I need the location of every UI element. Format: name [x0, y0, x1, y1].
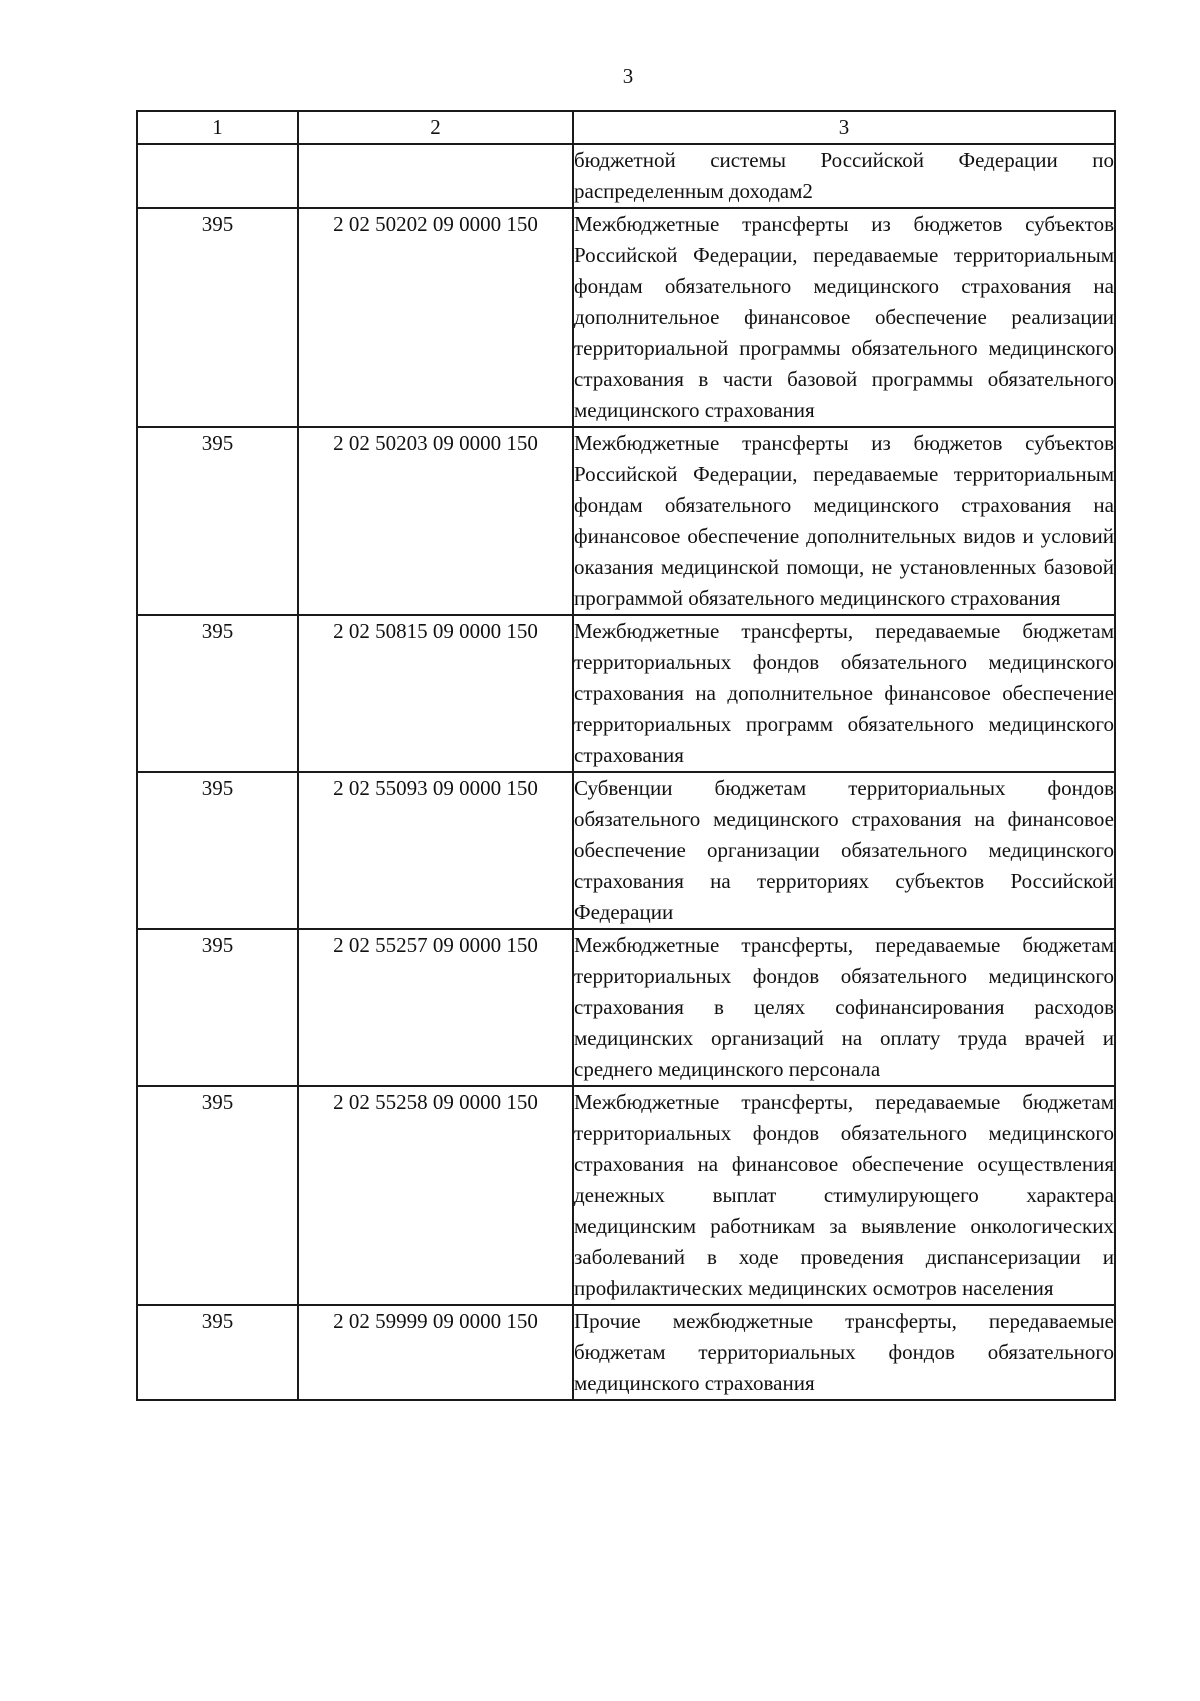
kbk-code-cell: 2 02 55257 09 0000 150 [298, 929, 573, 1086]
admin-code-cell: 395 [137, 208, 298, 427]
kbk-code-cell: 2 02 59999 09 0000 150 [298, 1305, 573, 1400]
budget-codes-table [136, 110, 1116, 1401]
column-header-1: 1 [137, 111, 298, 144]
kbk-code-cell: 2 02 50202 09 0000 150 [298, 208, 573, 427]
table-row [137, 427, 1115, 615]
table-row [137, 615, 1115, 772]
income-name-cell: бюджетной системы Российской Федерации по распределенным доходам2 [573, 144, 1115, 208]
admin-code-cell: 395 [137, 1305, 298, 1400]
table-row [137, 144, 1115, 208]
income-name-cell: Прочие межбюджетные трансферты, передаваемые бюджетам территориальных фондов обязательного медицинского страхования [573, 1305, 1115, 1400]
column-header-2: 2 [298, 111, 573, 144]
income-name-cell: Субвенции бюджетам территориальных фондов обязательного медицинского страхования на финансовое обеспечение организации обязательного медицинского страхования на территориях субъектов Российской Федерации [573, 772, 1115, 929]
kbk-code-cell: 2 02 55093 09 0000 150 [298, 772, 573, 929]
admin-code-cell: 395 [137, 929, 298, 1086]
kbk-code-cell: 2 02 50203 09 0000 150 [298, 427, 573, 615]
table-row [137, 208, 1115, 427]
kbk-code-cell [298, 144, 573, 208]
income-name-cell: Межбюджетные трансферты из бюджетов субъектов Российской Федерации, передаваемые территориальным фондам обязательного медицинского страхования на финансовое обеспечение дополнительных видов и условий оказания медицинской помощи, не установленных базовой программой обязательного медицинского страхования [573, 427, 1115, 615]
admin-code-cell: 395 [137, 1086, 298, 1305]
admin-code-cell: 395 [137, 615, 298, 772]
admin-code-cell: 395 [137, 772, 298, 929]
income-name-cell: Межбюджетные трансферты из бюджетов субъектов Российской Федерации, передаваемые территориальным фондам обязательного медицинского страхования на дополнительное финансовое обеспечение реализации территориальной программы обязательного медицинского страхования в части базовой программы обязательного медицинского страхования [573, 208, 1115, 427]
kbk-code-cell: 2 02 50815 09 0000 150 [298, 615, 573, 772]
page-number: 3 [622, 64, 634, 88]
admin-code-cell [137, 144, 298, 208]
table-row [137, 1305, 1115, 1400]
table-row [137, 1086, 1115, 1305]
income-name-cell: Межбюджетные трансферты, передаваемые бюджетам территориальных фондов обязательного медицинского страхования на финансовое обеспечение осуществления денежных выплат стимулирующего характера медицинским работникам за выявление онкологических заболеваний в ходе проведения диспансеризации и профилактических медицинских осмотров населения [573, 1086, 1115, 1305]
table-header-row [137, 111, 1115, 144]
income-name-cell: Межбюджетные трансферты, передаваемые бюджетам территориальных фондов обязательного медицинского страхования на дополнительное финансовое обеспечение территориальных программ обязательного медицинского страхования [573, 615, 1115, 772]
table-row [137, 929, 1115, 1086]
income-name-cell: Межбюджетные трансферты, передаваемые бюджетам территориальных фондов обязательного медицинского страхования в целях софинансирования расходов медицинских организаций на оплату труда врачей и среднего медицинского персонала [573, 929, 1115, 1086]
admin-code-cell: 395 [137, 427, 298, 615]
column-header-3: 3 [573, 111, 1115, 144]
kbk-code-cell: 2 02 55258 09 0000 150 [298, 1086, 573, 1305]
table-row [137, 772, 1115, 929]
